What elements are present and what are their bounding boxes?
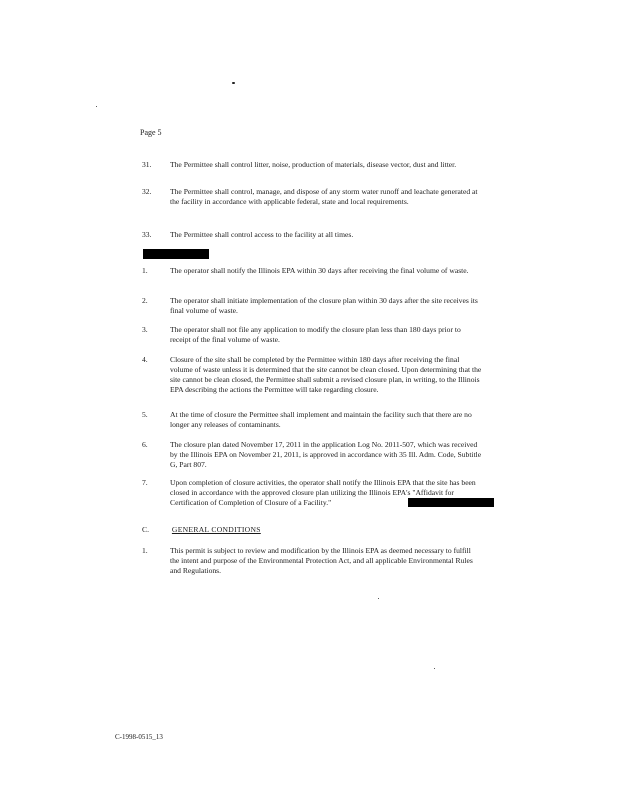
item-number: 4. [142, 355, 148, 364]
list-item [142, 296, 482, 316]
section-heading [142, 525, 261, 534]
item-text: This permit is subject to review and modification by the Illinois EPA as deemed necessary to fulfill the intent and purpose of the Environmental Protection Act, and all applicable Environmental Rules and Regulations. [170, 546, 473, 575]
item-number: 32. [142, 187, 152, 196]
item-text: Upon completion of closure activities, the operator shall notify the Illinois EPA that the site has been closed in accordance with the approved closure plan utilizing the Illinois EPA's "Affidavit for Certification of Completion of Closure of a Facility." [170, 478, 476, 507]
item-number: 5. [142, 410, 148, 419]
redacted-heading [143, 249, 209, 259]
list-item [142, 410, 482, 430]
page-number-label: Page 5 [140, 128, 162, 137]
item-text: The operator shall not file any application to modify the closure plan less than 180 days prior to receipt of the final volume of waste. [170, 325, 461, 344]
item-number: 1. [142, 266, 148, 275]
list-item [142, 325, 482, 345]
list-item [142, 230, 482, 240]
scan-speck [232, 82, 235, 84]
list-item [142, 546, 482, 576]
item-number: 31. [142, 160, 152, 169]
item-text: At the time of closure the Permittee shall implement and maintain the facility such that there are no longer any releases of contaminants. [170, 410, 472, 429]
item-text: The Permittee shall control access to the facility at all times. [170, 230, 354, 239]
item-number: 2. [142, 296, 148, 305]
item-text: The operator shall initiate implementation of the closure plan within 30 days after the site receives its final volume of waste. [170, 296, 478, 315]
list-item [142, 266, 482, 276]
item-number: 1. [142, 546, 148, 555]
item-text: Closure of the site shall be completed by the Permittee within 180 days after receiving the final volume of waste unless it is determined that the site cannot be clean closed. Upon determining that the site cannot be clean closed, the Permittee shall submit a revised closure plan, in writing, to the Illinois EPA describing the actions the Permittee will take regarding closure. [170, 355, 482, 394]
scan-speck [96, 106, 97, 107]
item-number: 3. [142, 325, 148, 334]
list-item [142, 440, 482, 470]
document-code: C-1998-0515_13 [115, 733, 163, 741]
scan-speck [434, 668, 435, 669]
item-text: The Permittee shall control, manage, and dispose of any storm water runoff and leachate generated at the facility in accordance with applicable federal, state and local requirements. [170, 187, 478, 206]
item-text: The closure plan dated November 17, 2011 in the application Log No. 2011-507, which was received by the Illinois EPA on November 21, 2011, is approved in accordance with 35 Ill. Adm. Code, Subtitle G, Part 807. [170, 440, 482, 469]
item-text: The operator shall notify the Illinois EPA within 30 days after receiving the final volume of waste. [170, 266, 469, 275]
item-number: 7. [142, 478, 148, 487]
list-item [142, 160, 482, 170]
list-item [142, 187, 482, 207]
list-item [142, 355, 482, 395]
item-number: 6. [142, 440, 148, 449]
section-title: GENERAL CONDITIONS [171, 525, 261, 534]
item-number: 33. [142, 230, 152, 239]
redacted-text [408, 498, 494, 507]
item-text: The Permittee shall control litter, noise, production of materials, disease vector, dust and litter. [170, 160, 457, 169]
scan-speck [378, 598, 379, 599]
section-number: C. [142, 525, 149, 534]
